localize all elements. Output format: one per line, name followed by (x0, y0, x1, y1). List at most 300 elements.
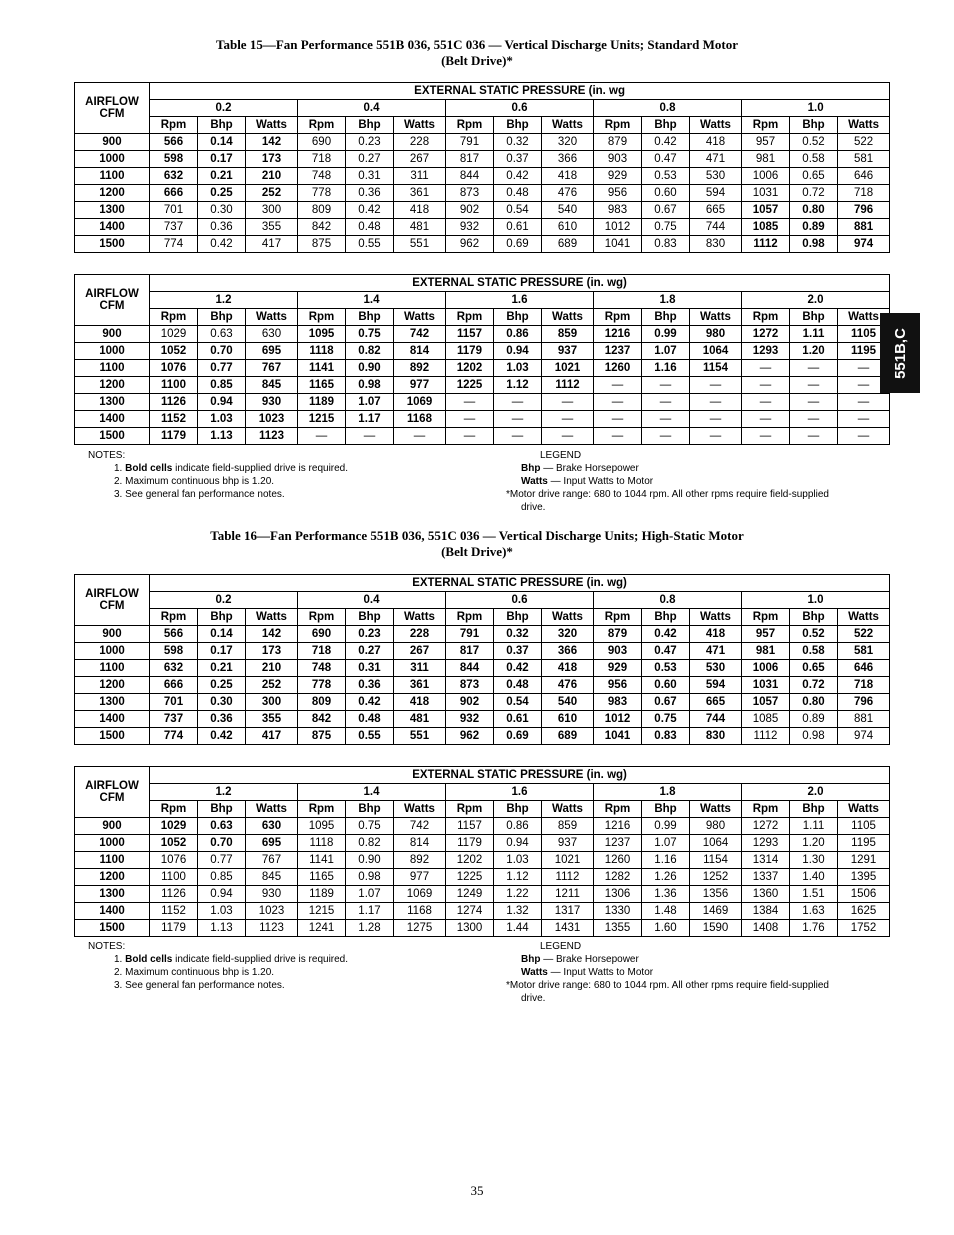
value-cell: 1031 (742, 185, 790, 202)
pressure-header: 0.6 (446, 592, 594, 609)
value-cell: 977 (394, 377, 446, 394)
table16-title-line2: (Belt Drive)* (441, 544, 513, 559)
value-cell: 690 (298, 626, 346, 643)
notes-heading: NOTES: (88, 450, 126, 461)
value-cell: 610 (542, 711, 594, 728)
value-cell: 0.54 (494, 202, 542, 219)
table-row (75, 903, 890, 920)
unit-header: Watts (838, 801, 890, 818)
unit-header: Rpm (594, 801, 642, 818)
unit-header: Watts (394, 309, 446, 326)
value-cell: — (838, 428, 890, 445)
unit-header: Bhp (642, 309, 690, 326)
value-cell: 0.17 (198, 151, 246, 168)
value-cell: 690 (298, 134, 346, 151)
section-tab-label: 551B,C (891, 327, 909, 379)
value-cell: 974 (838, 236, 890, 253)
value-cell: 873 (446, 185, 494, 202)
value-cell: 476 (542, 185, 594, 202)
airflow-label: AIRFLOW (85, 588, 139, 600)
cfm-cell: 900 (75, 134, 150, 151)
value-cell: 1179 (446, 343, 494, 360)
value-cell: 173 (246, 151, 298, 168)
value-cell: 0.80 (790, 202, 838, 219)
value-cell: 1241 (298, 920, 346, 937)
value-cell: 1165 (298, 869, 346, 886)
value-cell: 1.07 (346, 394, 394, 411)
unit-header: Watts (838, 309, 890, 326)
page-number: 35 (470, 1183, 484, 1198)
value-cell: 0.17 (198, 643, 246, 660)
value-cell: 0.31 (346, 660, 394, 677)
unit-header: Bhp (346, 801, 394, 818)
value-cell: 1408 (742, 920, 790, 937)
value-cell: 957 (742, 626, 790, 643)
value-cell: 0.60 (642, 185, 690, 202)
value-cell: 0.65 (790, 660, 838, 677)
cfm-cell: 1000 (75, 835, 150, 852)
value-cell: 1.17 (346, 903, 394, 920)
value-cell: 0.67 (642, 202, 690, 219)
pressure-header: 0.8 (594, 100, 742, 117)
unit-header: Rpm (150, 801, 198, 818)
value-cell: 1152 (150, 903, 198, 920)
table-row (75, 411, 890, 428)
value-cell: 0.42 (346, 694, 394, 711)
cfm-cell: 1000 (75, 151, 150, 168)
value-cell: 0.42 (198, 728, 246, 745)
value-cell: 1330 (594, 903, 642, 920)
value-cell: 1189 (298, 394, 346, 411)
unit-header: Bhp (198, 117, 246, 134)
unit-header: Bhp (198, 609, 246, 626)
value-cell: 540 (542, 694, 594, 711)
value-cell: 809 (298, 202, 346, 219)
value-cell: 355 (246, 711, 298, 728)
value-cell: 1012 (594, 711, 642, 728)
value-cell: 1105 (838, 818, 890, 835)
airflow-cfm-header (75, 83, 150, 134)
value-cell: 0.30 (198, 694, 246, 711)
value-cell: 0.94 (198, 886, 246, 903)
pressure-row (75, 784, 890, 801)
value-cell: 695 (246, 343, 298, 360)
value-cell: 1057 (742, 202, 790, 219)
value-cell: 471 (690, 643, 742, 660)
unit-header: Bhp (346, 117, 394, 134)
value-cell: 0.69 (494, 236, 542, 253)
value-cell: 0.25 (198, 185, 246, 202)
value-cell: 1064 (690, 835, 742, 852)
value-cell: 1006 (742, 168, 790, 185)
table16-legend (506, 940, 878, 1005)
airflow-cfm-header (75, 575, 150, 626)
header-row (75, 83, 890, 100)
value-cell: 0.98 (346, 377, 394, 394)
unit-header: Rpm (742, 309, 790, 326)
value-cell: 0.36 (198, 219, 246, 236)
value-cell: 1085 (742, 711, 790, 728)
value-cell: 0.69 (494, 728, 542, 745)
value-cell: — (790, 428, 838, 445)
value-cell: 0.60 (642, 677, 690, 694)
units-row (75, 117, 890, 134)
unit-header: Bhp (494, 609, 542, 626)
value-cell: 0.47 (642, 643, 690, 660)
value-cell: 1.48 (642, 903, 690, 920)
value-cell: 718 (838, 185, 890, 202)
value-cell: 632 (150, 168, 198, 185)
value-cell: 778 (298, 185, 346, 202)
value-cell: 0.53 (642, 660, 690, 677)
table-row (75, 360, 890, 377)
value-cell: 830 (690, 236, 742, 253)
value-cell: 418 (394, 202, 446, 219)
value-cell: 252 (246, 185, 298, 202)
value-cell: 1076 (150, 852, 198, 869)
value-cell: 0.83 (642, 728, 690, 745)
esp-header: EXTERNAL STATIC PRESSURE (in. wg) (150, 275, 890, 292)
value-cell: 1.44 (494, 920, 542, 937)
value-cell: 1.30 (790, 852, 838, 869)
unit-header: Rpm (742, 801, 790, 818)
value-cell: 1100 (150, 377, 198, 394)
value-cell: 844 (446, 168, 494, 185)
value-cell: 817 (446, 151, 494, 168)
value-cell: 1052 (150, 835, 198, 852)
table-row (75, 134, 890, 151)
value-cell: — (494, 411, 542, 428)
value-cell: 0.86 (494, 326, 542, 343)
value-cell: 1112 (542, 869, 594, 886)
section-tab (880, 313, 920, 393)
value-cell: 974 (838, 728, 890, 745)
cfm-cell: 1400 (75, 219, 150, 236)
value-cell: 355 (246, 219, 298, 236)
value-cell: 598 (150, 643, 198, 660)
value-cell: 1085 (742, 219, 790, 236)
value-cell: 267 (394, 151, 446, 168)
cfm-cell: 1300 (75, 694, 150, 711)
value-cell: — (542, 394, 594, 411)
cfm-cell: 1300 (75, 202, 150, 219)
value-cell: 1168 (394, 903, 446, 920)
value-cell: — (690, 428, 742, 445)
value-cell: 1237 (594, 343, 642, 360)
unit-header: Bhp (790, 609, 838, 626)
cfm-cell: 1000 (75, 643, 150, 660)
value-cell: 1360 (742, 886, 790, 903)
value-cell: — (346, 428, 394, 445)
value-cell: 1384 (742, 903, 790, 920)
legend-heading: LEGEND (540, 450, 582, 461)
value-cell: 418 (690, 626, 742, 643)
units-row (75, 801, 890, 818)
value-cell: 0.86 (494, 818, 542, 835)
value-cell: 0.94 (494, 835, 542, 852)
cfm-label: CFM (99, 792, 125, 804)
value-cell: — (790, 360, 838, 377)
value-cell: 1112 (742, 728, 790, 745)
value-cell: 1095 (298, 818, 346, 835)
value-cell: 1.07 (642, 835, 690, 852)
cfm-cell: 1100 (75, 168, 150, 185)
value-cell: 0.85 (198, 377, 246, 394)
cfm-cell: 1500 (75, 728, 150, 745)
value-cell: 980 (690, 326, 742, 343)
value-cell: 1.63 (790, 903, 838, 920)
table15-part1 (74, 82, 890, 253)
value-cell: 1041 (594, 728, 642, 745)
pressure-row (75, 100, 890, 117)
value-cell: 962 (446, 236, 494, 253)
value-cell: 859 (542, 326, 594, 343)
value-cell: 796 (838, 694, 890, 711)
unit-header: Rpm (298, 117, 346, 134)
value-cell: 1023 (246, 903, 298, 920)
value-cell: 311 (394, 168, 446, 185)
airflow-label: AIRFLOW (85, 780, 139, 792)
cfm-cell: 1500 (75, 920, 150, 937)
value-cell: 666 (150, 677, 198, 694)
value-cell: 1506 (838, 886, 890, 903)
units-row (75, 609, 890, 626)
value-cell: — (542, 428, 594, 445)
unit-header: Bhp (198, 801, 246, 818)
value-cell: — (542, 411, 594, 428)
unit-header: Watts (394, 609, 446, 626)
pressure-header: 0.8 (594, 592, 742, 609)
value-cell: 1260 (594, 360, 642, 377)
unit-header: Bhp (346, 309, 394, 326)
value-cell: 814 (394, 343, 446, 360)
legend-watts: Watts — Input Watts to Motor (521, 476, 654, 487)
value-cell: — (394, 428, 446, 445)
value-cell: 892 (394, 852, 446, 869)
value-cell: 1021 (542, 852, 594, 869)
value-cell: 0.58 (790, 151, 838, 168)
value-cell: — (642, 411, 690, 428)
value-cell: 481 (394, 219, 446, 236)
value-cell: 1.26 (642, 869, 690, 886)
value-cell: 418 (690, 134, 742, 151)
value-cell: 0.61 (494, 219, 542, 236)
value-cell: 744 (690, 219, 742, 236)
value-cell: 0.75 (642, 711, 690, 728)
value-cell: 594 (690, 677, 742, 694)
value-cell: 366 (542, 643, 594, 660)
pressure-row (75, 592, 890, 609)
unit-header: Bhp (642, 801, 690, 818)
value-cell: 0.37 (494, 643, 542, 660)
value-cell: 859 (542, 818, 594, 835)
value-cell: 1.36 (642, 886, 690, 903)
value-cell: — (690, 411, 742, 428)
value-cell: 701 (150, 202, 198, 219)
table-row (75, 343, 890, 360)
value-cell: 1.07 (642, 343, 690, 360)
table-row (75, 835, 890, 852)
unit-header: Watts (838, 609, 890, 626)
value-cell: 0.27 (346, 643, 394, 660)
units-row (75, 309, 890, 326)
value-cell: 0.82 (346, 835, 394, 852)
value-cell: 1215 (298, 903, 346, 920)
value-cell: 0.82 (346, 343, 394, 360)
value-cell: 0.90 (346, 360, 394, 377)
value-cell: 1157 (446, 326, 494, 343)
value-cell: 0.77 (198, 360, 246, 377)
value-cell: 0.75 (346, 326, 394, 343)
value-cell: 522 (838, 134, 890, 151)
value-cell: 1069 (394, 886, 446, 903)
unit-header: Rpm (594, 117, 642, 134)
table-row (75, 711, 890, 728)
table16-part2 (74, 766, 890, 937)
pressure-header: 0.2 (150, 592, 298, 609)
pressure-header: 1.8 (594, 292, 742, 309)
unit-header: Rpm (150, 309, 198, 326)
value-cell: 1.13 (198, 428, 246, 445)
value-cell: 1.17 (346, 411, 394, 428)
table16-part1 (74, 574, 890, 745)
value-cell: 1057 (742, 694, 790, 711)
value-cell: 0.63 (198, 326, 246, 343)
value-cell: 742 (394, 326, 446, 343)
unit-header: Rpm (446, 309, 494, 326)
unit-header: Watts (542, 801, 594, 818)
value-cell: 594 (690, 185, 742, 202)
value-cell: — (642, 377, 690, 394)
unit-header: Rpm (742, 609, 790, 626)
value-cell: 1029 (150, 326, 198, 343)
value-cell: 1.20 (790, 835, 838, 852)
table-row (75, 185, 890, 202)
value-cell: 0.98 (790, 236, 838, 253)
unit-header: Rpm (298, 609, 346, 626)
unit-header: Watts (246, 309, 298, 326)
value-cell: — (690, 394, 742, 411)
value-cell: 957 (742, 134, 790, 151)
value-cell: 566 (150, 134, 198, 151)
legend-bhp: Bhp — Brake Horsepower (521, 463, 639, 474)
value-cell: 0.70 (198, 835, 246, 852)
value-cell: 0.42 (494, 660, 542, 677)
value-cell: 0.58 (790, 643, 838, 660)
value-cell: 0.70 (198, 343, 246, 360)
value-cell: — (446, 394, 494, 411)
unit-header: Bhp (790, 801, 838, 818)
value-cell: 0.47 (642, 151, 690, 168)
unit-header: Rpm (150, 609, 198, 626)
value-cell: 0.89 (790, 711, 838, 728)
unit-header: Rpm (298, 309, 346, 326)
value-cell: 1.20 (790, 343, 838, 360)
unit-header: Bhp (198, 309, 246, 326)
pressure-header: 1.6 (446, 784, 594, 801)
value-cell: 566 (150, 626, 198, 643)
table-row (75, 151, 890, 168)
unit-header: Rpm (446, 117, 494, 134)
value-cell: 1152 (150, 411, 198, 428)
value-cell: 0.36 (346, 185, 394, 202)
value-cell: 267 (394, 643, 446, 660)
value-cell: 1260 (594, 852, 642, 869)
value-cell: 929 (594, 168, 642, 185)
value-cell: — (838, 411, 890, 428)
value-cell: 361 (394, 185, 446, 202)
value-cell: 1293 (742, 835, 790, 852)
value-cell: 1064 (690, 343, 742, 360)
value-cell: 598 (150, 151, 198, 168)
value-cell: 0.21 (198, 660, 246, 677)
value-cell: 530 (690, 168, 742, 185)
value-cell: 791 (446, 134, 494, 151)
value-cell: 1216 (594, 818, 642, 835)
value-cell: 930 (246, 886, 298, 903)
value-cell: 980 (690, 818, 742, 835)
value-cell: 1189 (298, 886, 346, 903)
header-row (75, 767, 890, 784)
pressure-header: 0.6 (446, 100, 594, 117)
value-cell: 774 (150, 236, 198, 253)
value-cell: 1293 (742, 343, 790, 360)
value-cell: 817 (446, 643, 494, 660)
unit-header: Watts (690, 609, 742, 626)
value-cell: — (742, 394, 790, 411)
value-cell: 530 (690, 660, 742, 677)
value-cell: 0.36 (346, 677, 394, 694)
value-cell: 1.40 (790, 869, 838, 886)
value-cell: 0.42 (642, 626, 690, 643)
value-cell: — (446, 411, 494, 428)
cfm-cell: 1200 (75, 377, 150, 394)
unit-header: Watts (246, 117, 298, 134)
value-cell: 142 (246, 134, 298, 151)
value-cell: 0.42 (642, 134, 690, 151)
value-cell: 981 (742, 643, 790, 660)
value-cell: 300 (246, 202, 298, 219)
unit-header: Watts (542, 117, 594, 134)
value-cell: 1.32 (494, 903, 542, 920)
value-cell: 1.16 (642, 852, 690, 869)
value-cell: 689 (542, 728, 594, 745)
value-cell: 774 (150, 728, 198, 745)
value-cell: 701 (150, 694, 198, 711)
value-cell: 173 (246, 643, 298, 660)
value-cell: 791 (446, 626, 494, 643)
value-cell: 1168 (394, 411, 446, 428)
value-cell: 0.48 (346, 711, 394, 728)
value-cell: 1272 (742, 326, 790, 343)
value-cell: 610 (542, 219, 594, 236)
value-cell: 210 (246, 168, 298, 185)
value-cell: 0.37 (494, 151, 542, 168)
value-cell: 737 (150, 711, 198, 728)
value-cell: 956 (594, 185, 642, 202)
pressure-header: 1.6 (446, 292, 594, 309)
value-cell: 1069 (394, 394, 446, 411)
value-cell: 646 (838, 660, 890, 677)
cfm-cell: 1200 (75, 677, 150, 694)
value-cell: 962 (446, 728, 494, 745)
value-cell: — (642, 428, 690, 445)
value-cell: 814 (394, 835, 446, 852)
table-row (75, 852, 890, 869)
cfm-cell: 1500 (75, 236, 150, 253)
value-cell: 1100 (150, 869, 198, 886)
value-cell: 0.61 (494, 711, 542, 728)
